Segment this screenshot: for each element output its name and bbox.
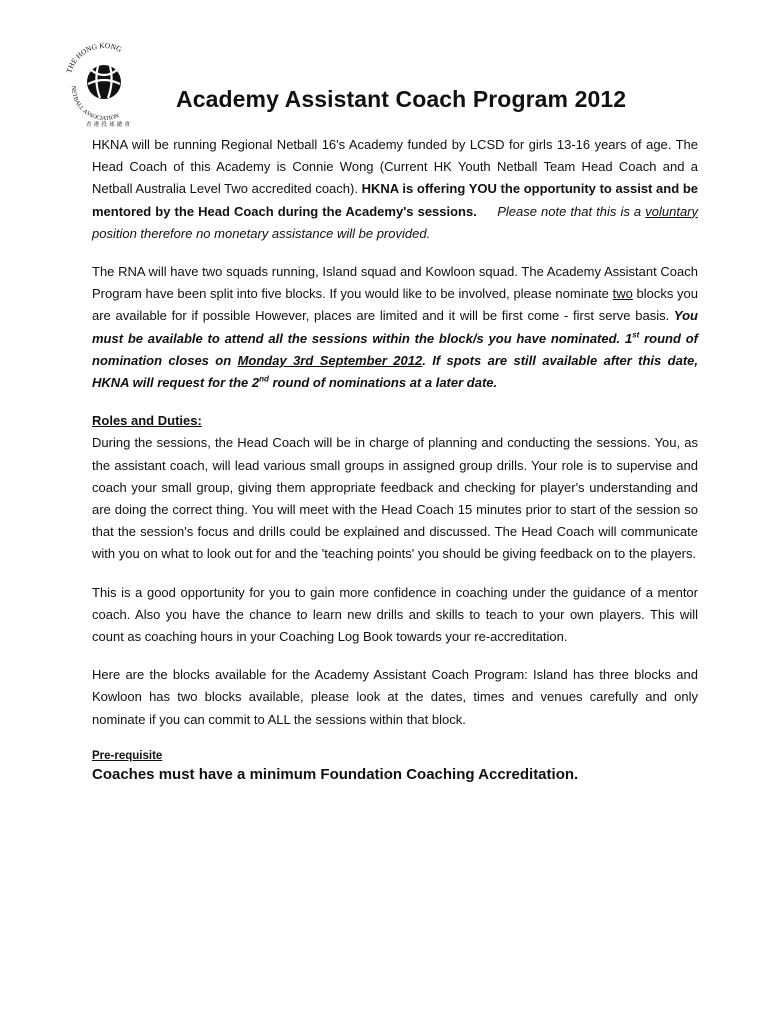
prerequisite-text: Coaches must have a minimum Foundation Coaching Accreditation. — [92, 765, 579, 783]
roles-paragraph: During the sessions, the Head Coach will be in charge of planning and conducting the sessions. You, as the assistant coach, will lead various small groups in assigned group drills. Your role is to supervise and coach your small group, giving them appropriate feedback and checking for player's understanding and are doing the correct thing. You will meet with the Head Coach 15 minutes prior to start of the session so that the session's focus and drills could be explained and discussed. The Head Coach will communicate with you on what to look out for and the 'teaching points' you should be giving feedback on to the players. — [92, 435, 698, 562]
hkna-logo — [56, 40, 156, 130]
logo-chinese-text: 香港投球總會 — [86, 122, 133, 128]
document-body — [92, 134, 698, 785]
intro-paragraph: HKNA will be running Regional Netball 16's Academy funded by LCSD for girls 13-16 years of age. The Head Coach of this Academy is Connie Wong (Current HK Youth Netball Team Head Coach and a Netball Australia Level Two accredited coach). HKNA is offering YOU the opportunity to assist and be mentored by the Head Coach during the Academy's sessions. Please note that this is a voluntary position therefore no monetary assistance will be provided. — [92, 137, 699, 241]
logo-arc-bottom-text: NETBALL ASSOCIATION — [69, 85, 121, 123]
blocks-paragraph: Here are the blocks available for the Academy Assistant Coach Program: Island has three blocks and Kowloon has two blocks available, please look at the dates, times and venues carefully and only nominate if you can commit to ALL the sessions within that block. — [92, 667, 698, 727]
logo-arc-top-text: THE HONG KONG — [64, 40, 124, 75]
squads-paragraph: The RNA will have two squads running, Island squad and Kowloon squad. The Academy Assistant Coach Program have been split into five blocks. If you would like to be involved, please nominate two blocks you are available for if possible However, places are limited and it will be first come - first serve basis. You must be available to attend all the sessions within the block/s you have nominated. 1st round of nomination closes on Monday 3rd September 2012. If spots are still available after this date, HKNA will request for the 2nd round of nominations at a later date. — [92, 264, 698, 391]
page-title: Academy Assistant Coach Program 2012 — [176, 86, 627, 112]
prerequisite-label: Pre-requisite — [92, 749, 163, 762]
roles-heading: Roles and Duties: — [92, 413, 202, 429]
netball-icon — [87, 65, 121, 99]
opportunity-paragraph: This is a good opportunity for you to gain more confidence in coaching under the guidance of a mentor coach. Also you have the chance to learn new drills and skills to teach to your own players. This will count as coaching hours in your Coaching Log Book towards your re-accreditation. — [92, 584, 698, 645]
